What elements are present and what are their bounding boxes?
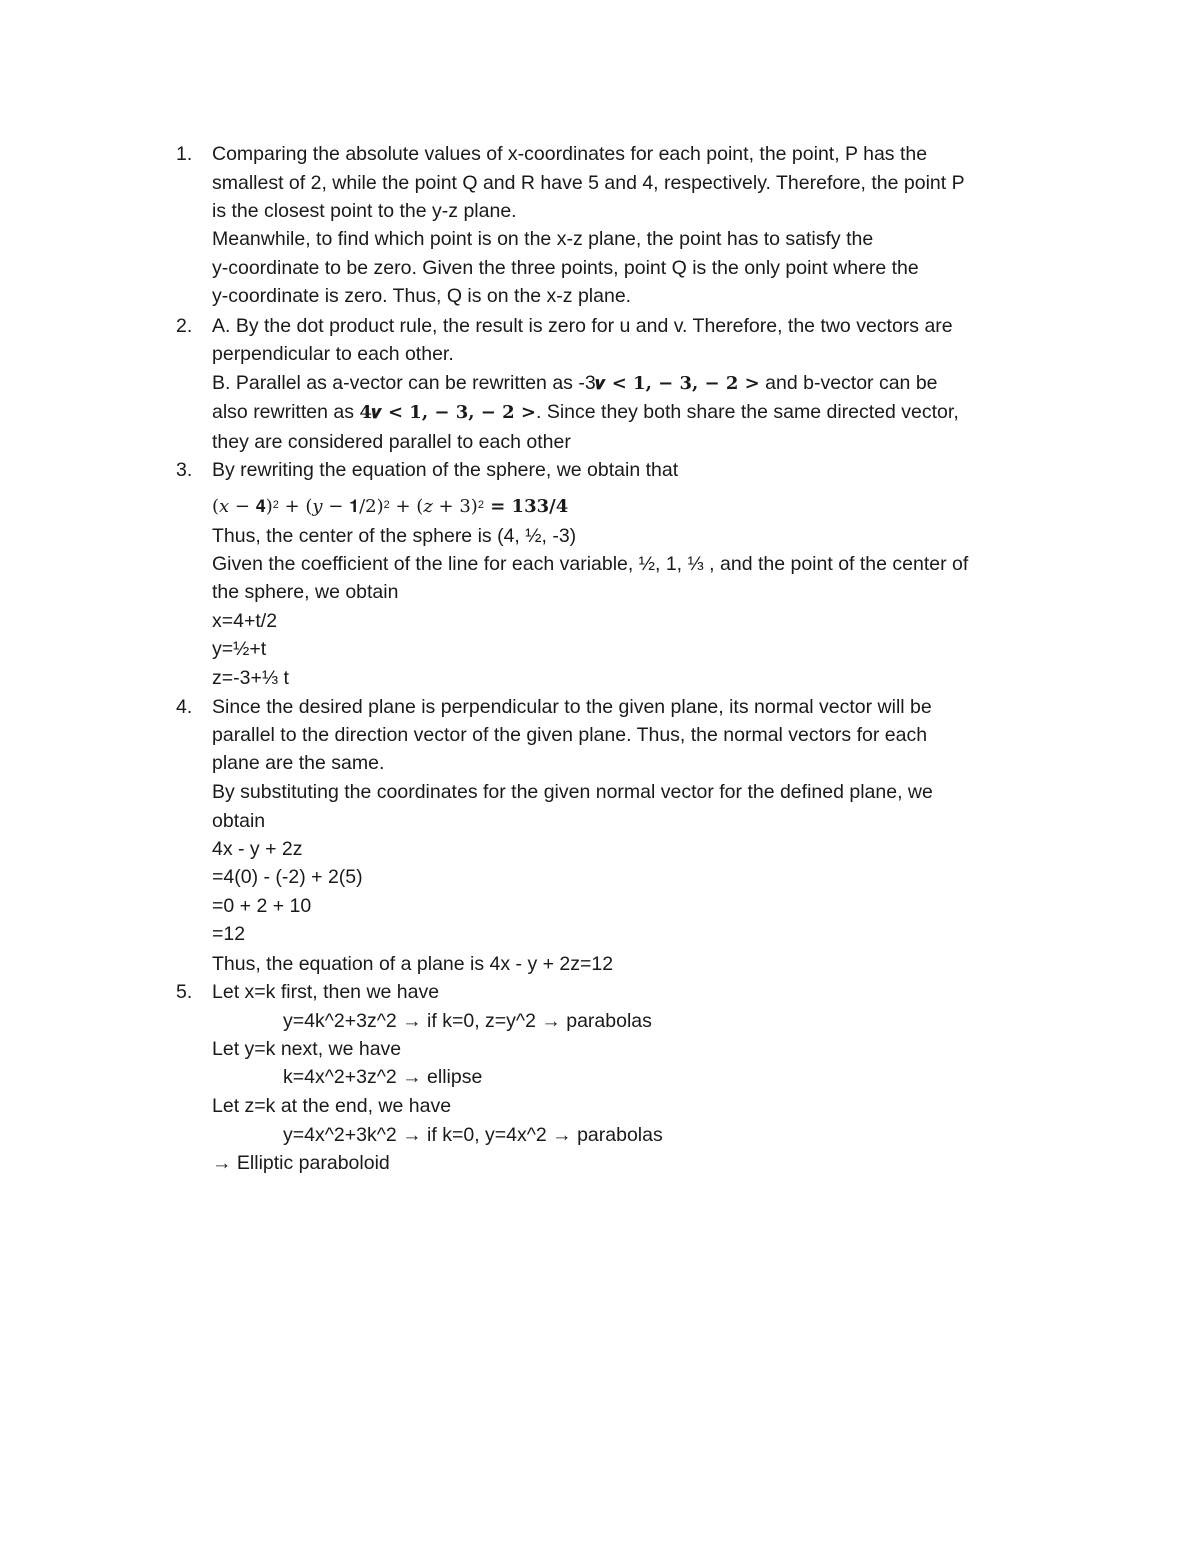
item-2-line: they are considered parallel to each other [212, 431, 571, 453]
item-1-line: smallest of 2, while the point Q and R have 5 and 4, respectively. Therefore, the point P [212, 172, 965, 194]
item-2-number: 2. [176, 315, 193, 337]
item-1-line: Meanwhile, to find which point is on the x-z plane, the point has to satisfy the [212, 228, 874, 250]
item-3-line: By rewriting the equation of the sphere, we obtain that [212, 459, 679, 481]
item-4-line: obtain [212, 810, 266, 832]
b2-vector-math: 𝟒𝒗 < 𝟏, − 𝟑, − 𝟐 > [359, 402, 536, 423]
item-5-line: Let z=k at the end, we have [212, 1095, 452, 1117]
item-1-line: is the closest point to the y-z plane. [212, 200, 517, 222]
item-4-line: By substituting the coordinates for the given normal vector for the defined plane, we [212, 781, 933, 803]
item-2-line-b2 [212, 398, 959, 427]
eq-exp-3: 2 [477, 499, 484, 511]
item-5-line: → Elliptic paraboloid [212, 1152, 390, 1174]
item-4-line: Thus, the equation of a plane is 4x - y + 2z=12 [212, 953, 614, 975]
eq-exp-2: 2 [383, 499, 390, 511]
b1-vector-math: 𝒗 < 𝟏, − 𝟑, − 𝟐 > [595, 373, 760, 394]
item-2-line: A. By the dot product rule, the result is zero for u and v. Therefore, the two vectors are [212, 315, 953, 337]
item-5-line: y=4k^2+3z^2 → if k=0, z=y^2 → parabolas [283, 1010, 652, 1032]
b1-text: B. Parallel as a-vector can be rewritten as -3 [212, 372, 596, 394]
item-2-line-b1 [212, 369, 938, 398]
item-5-line: Let x=k first, then we have [212, 981, 440, 1003]
item-3-number: 3. [176, 459, 193, 481]
item-5-line: Let y=k next, we have [212, 1038, 402, 1060]
item-4-line: Since the desired plane is perpendicular to the given plane, its normal vector will be [212, 696, 932, 718]
item-4-line: =12 [212, 923, 246, 945]
eq-term-3: + (𝑧 + 3) [389, 496, 478, 517]
item-3-line: y=½+t [212, 638, 267, 660]
b1-text-end: and b-vector can be [759, 372, 938, 394]
item-3-line: Thus, the center of the sphere is (4, ½, -3) [212, 525, 577, 547]
eq-exp-1: 2 [272, 499, 279, 511]
item-1-number: 1. [176, 143, 193, 165]
eq-term-4: = 𝟏𝟑𝟑/𝟒 [483, 496, 569, 517]
eq-term-2: + (𝑦 − 𝟏/2) [278, 496, 384, 517]
item-2-line: perpendicular to each other. [212, 343, 454, 365]
item-4-line: =0 + 2 + 10 [212, 895, 312, 917]
sphere-equation [212, 492, 568, 523]
eq-term-1: (𝑥 − 𝟒) [212, 496, 273, 517]
item-5-line: y=4x^2+3k^2 → if k=0, y=4x^2 → parabolas [283, 1124, 663, 1146]
item-5-number: 5. [176, 981, 193, 1003]
item-3-line: z=-3+⅓ t [212, 667, 289, 689]
b2-text: also rewritten as [212, 401, 360, 423]
item-3-line: Given the coefficient of the line for each variable, ½, 1, ⅓ , and the point of the center of [212, 553, 969, 575]
item-1-line: y-coordinate is zero. Thus, Q is on the x-z plane. [212, 285, 632, 307]
item-4-line: plane are the same. [212, 752, 385, 774]
item-4-line: 4x - y + 2z [212, 838, 303, 860]
item-5-line: k=4x^2+3z^2 → ellipse [283, 1066, 483, 1088]
item-3-line: the sphere, we obtain [212, 581, 399, 603]
item-4-line: =4(0) - (-2) + 2(5) [212, 866, 363, 888]
item-4-number: 4. [176, 696, 193, 718]
item-1-line: y-coordinate to be zero. Given the three points, point Q is the only point where the [212, 257, 919, 279]
item-1-line: Comparing the absolute values of x-coordinates for each point, the point, P has the [212, 143, 928, 165]
b2-text-end: . Since they both share the same directed vector, [536, 401, 959, 423]
item-3-line: x=4+t/2 [212, 610, 278, 632]
item-4-line: parallel to the direction vector of the given plane. Thus, the normal vectors for each [212, 724, 928, 746]
